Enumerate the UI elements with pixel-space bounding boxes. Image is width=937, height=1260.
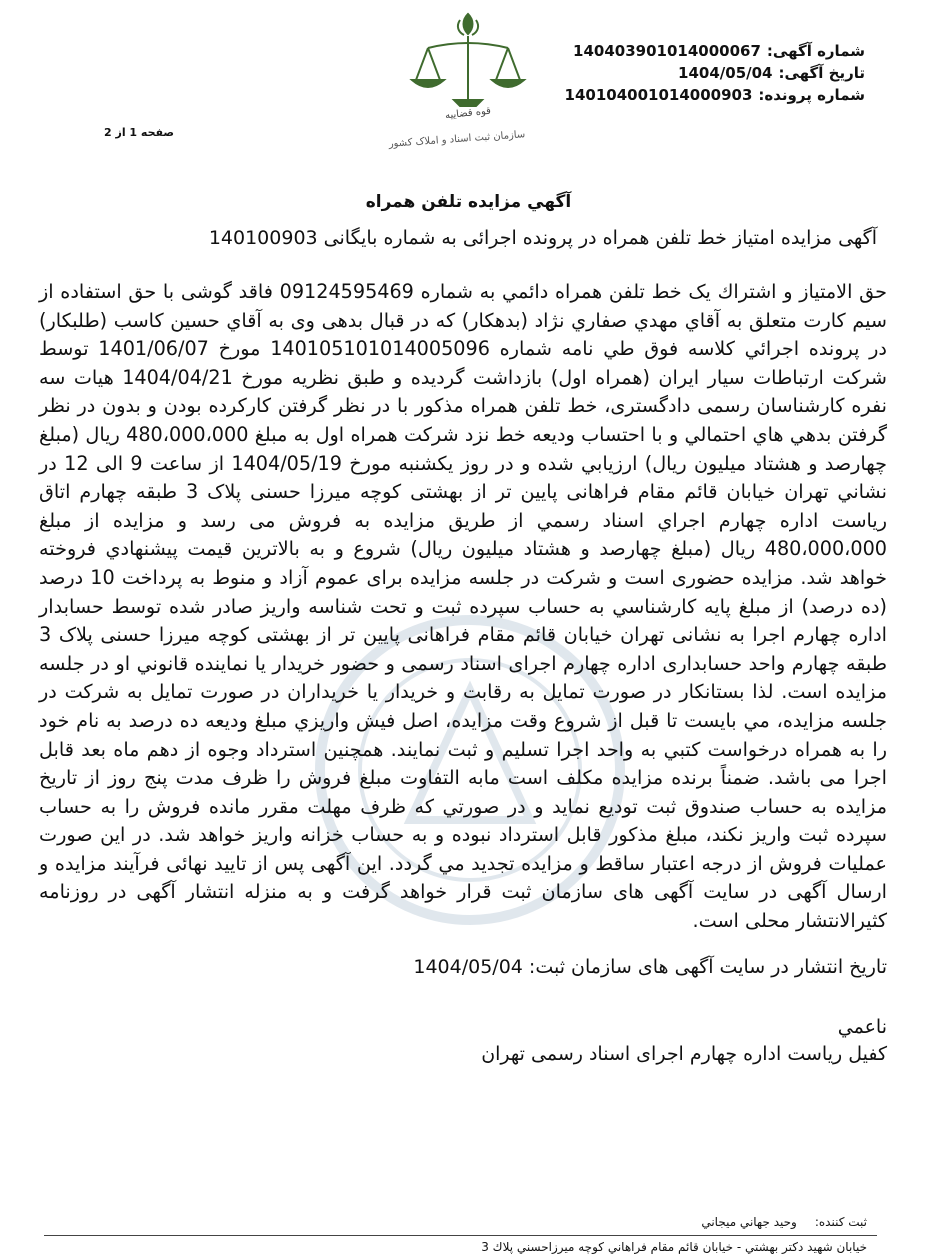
notice-number-row	[505, 40, 865, 62]
publication-label: تاريخ انتشار در سایت آگهی های سازمان ثبت:	[528, 956, 887, 978]
file-number-label: شماره پرونده:	[758, 86, 865, 104]
notice-meta	[505, 40, 865, 106]
page-number: صفحه 1 از 2	[104, 126, 175, 139]
footer-divider	[44, 1235, 877, 1236]
notice-number: 14040390101400006​7	[573, 42, 761, 60]
notice-date-row	[505, 62, 865, 84]
document-title: آگهي مزايده تلفن همراه	[365, 192, 572, 212]
emblem-caption-registry: سازمان ثبت اسناد و املاک کشور	[388, 129, 526, 150]
registrar-label: ثبت كننده:	[814, 1215, 867, 1229]
notice-number-label: شماره آگهی:	[766, 42, 865, 60]
notice-date-label: تاریخ آگهی:	[778, 64, 865, 82]
signatory-name: ناعمي	[837, 1016, 887, 1038]
file-number-row	[505, 84, 865, 106]
footer-address: خيابان شهيد دكتر بهشتي - خيابان قائم مقام فراهاني كوچه ميرزاحسني پلاك 3	[481, 1240, 867, 1254]
signatory-title: كفيل رياست اداره چهارم اجرای اسناد رسمی تهران	[481, 1043, 887, 1065]
file-number: 140104001014000903	[564, 86, 753, 104]
notice-body: حق الامتياز و اشتراك يک خط تلفن همراه دائمي به شماره 09124595469 فاقد گوشی با حق استفاده از سيم کارت متعلق به آقاي مهدي صفاري نژاد (بدهکار) که در قبال بدهی وی به آقاي حسين كاسب (طلبکار) در پرونده اجرائي کلاسه فوق طي نامه شماره 14010510101400509​6 مورخ 1401/06/07 توسط شرکت ارتباطات سيار ايران (همراه اول) بازداشت گرديده و طبق نظريه مورخ 1404/04/21 هيات سه نفره کارشناسان رسمی دادگستری، خط تلفن همراه مذکور با در نظر گرفتن کارکرده بودن و بدون در نظر گرفتن بدهي هاي احتمالي و با احتساب وديعه خط نزد شرکت همراه اول به مبلغ 480،000،000 ريال (مبلغ چهارصد و هشتاد میلیون ریال) ارزيابي شده و در روز يکشنبه مورخ 1404/05/19 از ساعت 9 الی 12 در نشاني تهران خيابان قائم مقام فراهانی پایین تر از بهشتی کوچه میرزا حسنی پلاک 3 طبقه چهارم اتاق رياست اداره چهارم اجراي اسناد رسمي از طريق مزايده به فروش می رسد و مزايده از مبلغ 480،000،000 ريال (مبلغ چهارصد و هشتاد میلیون ریال) شروع و به بالاترين قيمت پيشنهادي فروخته خواهد شد. مزایده حضوری است و شرکت در جلسه مزایده برای عموم آزاد و منوط به پرداخت 10 درصد (ده درصد) از مبلغ پايه كارشناسي به حساب سپرده ثبت و تحت شناسه واريز صادر شده توسط حسابدار اداره چهارم اجرا به نشانی تهران خیابان قائم مقام فراهانی پایین تر از بهشتی کوچه میرزا حسنی پلاک 3 طبقه چهارم واحد حسابداری اداره چهارم اجرای اسناد رسمی و حضور خريدار يا نماينده قانوني او در جلسه مزايده است. لذا بستانكار در صورت تمايل به رقابت و خريدار يا خريداران در صورت تمايل به شركت در جلسه مزايده، مي بايست تا قبل از شروع وقت مزايده، اصل فيش واريزي مبلغ وديعه ده درصد به نام خود را به همراه درخواست کتبي به واحد اجرا تسليم و ثبت نمايند. همچنين استرداد وجوه از دهم ماه بعد قابل اجرا می باشد. ضمناً برنده مزایده مکلف است مابه التفاوت مبلغ فروش را ظرف مدت پنج روز از تاريخ مزايده به حساب صندوق ثبت توديع نمايد و در صورتي كه ظرف مهلت مقرر مانده فروش را به حساب سپرده ثبت واريز نكند، مبلغ مذكور قابل استرداد نبوده و به حساب خزانه واريز خواهد شد. در اين صورت عمليات فروش از درجه اعتبار ساقط و مزايده تجديد مي گردد. این آگهی پس از تایید نهائی فرآیند مزایده و ارسال آگهی در سایت آگهی های سازمان ثبت قرار خواهد گرفت و به منزله انتشار آگهی در روزنامه کثیرالانتشار محلی است.	[39, 280, 887, 933]
emblem-caption-judiciary: قوه قضاییه	[444, 105, 492, 122]
document-subtitle: آگهی مزایده امتیاز خط تلفن همراه در پرونده اجرائی به شماره بایگانی 140100903	[208, 227, 877, 249]
publication-line	[39, 956, 887, 978]
registrar-line	[67, 1215, 867, 1229]
notice-date: 1404/05/04	[678, 64, 773, 82]
registrar-name: وحيد جهاني ميجاني	[701, 1215, 797, 1229]
publication-date: 1404/05/04	[413, 956, 523, 978]
